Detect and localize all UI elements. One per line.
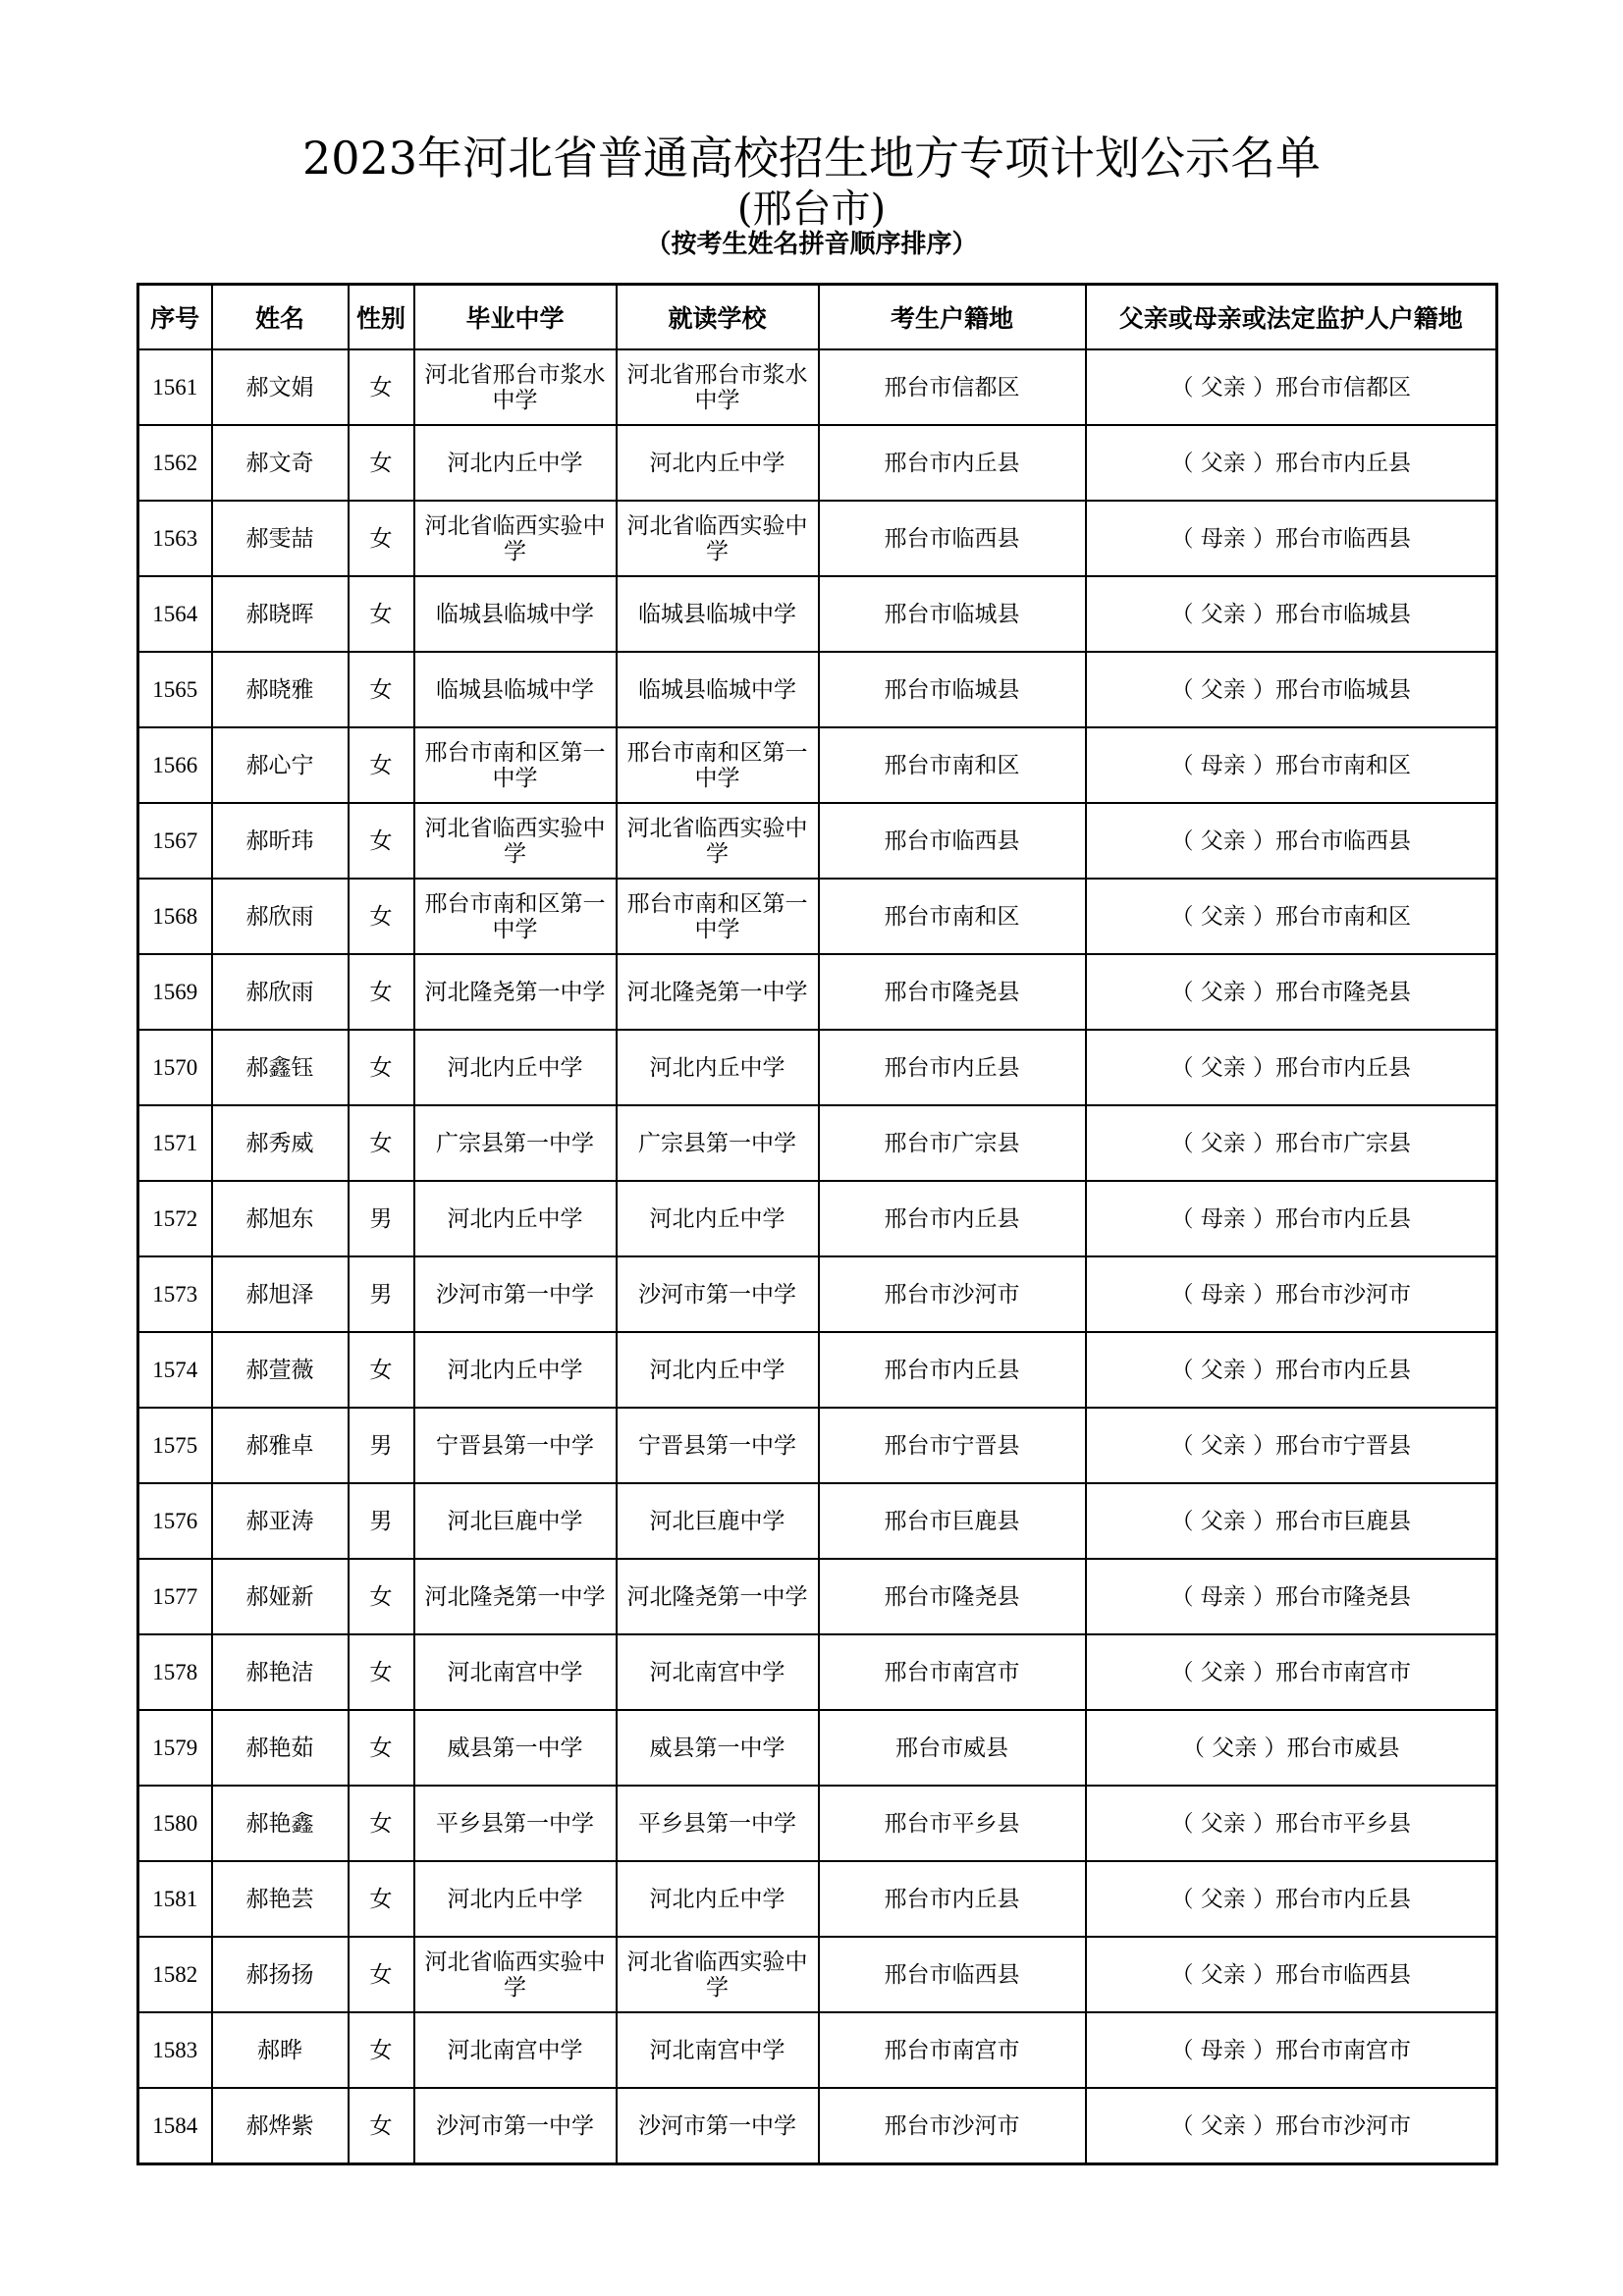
cell-name: 郝艳茹: [212, 1710, 349, 1786]
cell-seq: 1567: [138, 803, 212, 879]
cell-gender: 女: [349, 576, 414, 652]
cell-guardian-residence: （ 父亲 ）邢台市临西县: [1086, 803, 1497, 879]
table-row: [138, 803, 1497, 879]
roster-table: [136, 283, 1498, 2165]
cell-seq: 1572: [138, 1181, 212, 1256]
cell-student-residence: 邢台市威县: [819, 1710, 1086, 1786]
cell-seq: 1562: [138, 425, 212, 501]
cell-guardian-residence: （ 父亲 ）邢台市南宫市: [1086, 1634, 1497, 1710]
cell-graduated-school: 河北省临西实验中学: [414, 501, 617, 576]
cell-seq: 1566: [138, 727, 212, 803]
cell-name: 郝娅新: [212, 1559, 349, 1634]
cell-graduated-school: 河北内丘中学: [414, 1181, 617, 1256]
cell-current-school: 邢台市南和区第一中学: [617, 727, 819, 803]
sort-note: （按考生姓名拼音顺序排序）: [645, 230, 978, 259]
cell-gender: 女: [349, 1559, 414, 1634]
cell-gender: 女: [349, 1634, 414, 1710]
table-row: [138, 2088, 1497, 2164]
cell-seq: 1564: [138, 576, 212, 652]
cell-seq: 1570: [138, 1030, 212, 1105]
table-row: [138, 652, 1497, 727]
cell-student-residence: 邢台市信都区: [819, 349, 1086, 425]
cell-student-residence: 邢台市临西县: [819, 501, 1086, 576]
cell-guardian-residence: （ 父亲 ）邢台市内丘县: [1086, 1332, 1497, 1408]
cell-graduated-school: 邢台市南和区第一中学: [414, 879, 617, 954]
table-row: [138, 1937, 1497, 2012]
cell-graduated-school: 河北巨鹿中学: [414, 1483, 617, 1559]
cell-student-residence: 邢台市平乡县: [819, 1786, 1086, 1861]
cell-name: 郝文娟: [212, 349, 349, 425]
cell-guardian-residence: （ 父亲 ）邢台市南和区: [1086, 879, 1497, 954]
cell-gender: 男: [349, 1483, 414, 1559]
cell-current-school: 河北省临西实验中学: [617, 501, 819, 576]
cell-current-school: 河北内丘中学: [617, 1030, 819, 1105]
cell-name: 郝艳鑫: [212, 1786, 349, 1861]
cell-current-school: 河北南宫中学: [617, 1634, 819, 1710]
cell-gender: 女: [349, 803, 414, 879]
cell-name: 郝艳芸: [212, 1861, 349, 1937]
cell-guardian-residence: （ 母亲 ）邢台市南和区: [1086, 727, 1497, 803]
cell-name: 郝扬扬: [212, 1937, 349, 2012]
cell-graduated-school: 河北省邢台市浆水中学: [414, 349, 617, 425]
cell-name: 郝萱薇: [212, 1332, 349, 1408]
cell-gender: 女: [349, 1332, 414, 1408]
cell-guardian-residence: （ 父亲 ）邢台市广宗县: [1086, 1105, 1497, 1181]
cell-name: 郝雯喆: [212, 501, 349, 576]
cell-guardian-residence: （ 父亲 ）邢台市隆尧县: [1086, 954, 1497, 1030]
cell-student-residence: 邢台市广宗县: [819, 1105, 1086, 1181]
cell-graduated-school: 沙河市第一中学: [414, 2088, 617, 2164]
table-row: [138, 1105, 1497, 1181]
table-row: [138, 1332, 1497, 1408]
cell-guardian-residence: （ 父亲 ）邢台市内丘县: [1086, 425, 1497, 501]
cell-seq: 1568: [138, 879, 212, 954]
header-name: 姓名: [212, 285, 349, 350]
cell-guardian-residence: （ 父亲 ）邢台市临城县: [1086, 652, 1497, 727]
cell-seq: 1561: [138, 349, 212, 425]
cell-gender: 女: [349, 1710, 414, 1786]
page-subtitle: (邢台市): [736, 187, 887, 232]
table-row: [138, 1483, 1497, 1559]
header-seq: 序号: [138, 285, 212, 350]
cell-guardian-residence: （ 母亲 ）邢台市沙河市: [1086, 1256, 1497, 1332]
cell-seq: 1584: [138, 2088, 212, 2164]
cell-seq: 1579: [138, 1710, 212, 1786]
cell-graduated-school: 临城县临城中学: [414, 576, 617, 652]
cell-student-residence: 邢台市临城县: [819, 576, 1086, 652]
cell-student-residence: 邢台市南宫市: [819, 2012, 1086, 2088]
cell-current-school: 邢台市南和区第一中学: [617, 879, 819, 954]
table-row: [138, 1030, 1497, 1105]
cell-guardian-residence: （ 父亲 ）邢台市平乡县: [1086, 1786, 1497, 1861]
cell-student-residence: 邢台市隆尧县: [819, 1559, 1086, 1634]
cell-gender: 女: [349, 425, 414, 501]
cell-current-school: 平乡县第一中学: [617, 1786, 819, 1861]
cell-guardian-residence: （ 母亲 ）邢台市内丘县: [1086, 1181, 1497, 1256]
cell-gender: 女: [349, 1786, 414, 1861]
cell-current-school: 河北内丘中学: [617, 1332, 819, 1408]
cell-guardian-residence: （ 父亲 ）邢台市巨鹿县: [1086, 1483, 1497, 1559]
header-student-residence: 考生户籍地: [819, 285, 1086, 350]
table-row: [138, 954, 1497, 1030]
header-current-school: 就读学校: [617, 285, 819, 350]
table-row: [138, 1786, 1497, 1861]
cell-current-school: 临城县临城中学: [617, 576, 819, 652]
cell-graduated-school: 河北南宫中学: [414, 1634, 617, 1710]
cell-graduated-school: 广宗县第一中学: [414, 1105, 617, 1181]
cell-gender: 女: [349, 2012, 414, 2088]
cell-seq: 1578: [138, 1634, 212, 1710]
cell-name: 郝烨紫: [212, 2088, 349, 2164]
cell-current-school: 河北内丘中学: [617, 1181, 819, 1256]
cell-name: 郝文奇: [212, 425, 349, 501]
cell-seq: 1583: [138, 2012, 212, 2088]
cell-name: 郝旭东: [212, 1181, 349, 1256]
cell-current-school: 河北南宫中学: [617, 2012, 819, 2088]
table-row: [138, 576, 1497, 652]
cell-current-school: 广宗县第一中学: [617, 1105, 819, 1181]
cell-name: 郝欣雨: [212, 879, 349, 954]
cell-seq: 1575: [138, 1408, 212, 1483]
cell-seq: 1576: [138, 1483, 212, 1559]
table-row: [138, 727, 1497, 803]
cell-gender: 男: [349, 1181, 414, 1256]
cell-name: 郝欣雨: [212, 954, 349, 1030]
cell-current-school: 河北巨鹿中学: [617, 1483, 819, 1559]
cell-student-residence: 邢台市临城县: [819, 652, 1086, 727]
cell-gender: 女: [349, 349, 414, 425]
cell-gender: 女: [349, 1105, 414, 1181]
cell-seq: 1577: [138, 1559, 212, 1634]
table-row: [138, 1634, 1497, 1710]
cell-name: 郝晓晖: [212, 576, 349, 652]
cell-gender: 女: [349, 1030, 414, 1105]
cell-guardian-residence: （ 父亲 ）邢台市信都区: [1086, 349, 1497, 425]
table-row: [138, 1710, 1497, 1786]
cell-seq: 1563: [138, 501, 212, 576]
cell-seq: 1565: [138, 652, 212, 727]
cell-guardian-residence: （ 父亲 ）邢台市临西县: [1086, 1937, 1497, 2012]
table-row: [138, 501, 1497, 576]
cell-student-residence: 邢台市南宫市: [819, 1634, 1086, 1710]
table-row: [138, 2012, 1497, 2088]
cell-gender: 女: [349, 879, 414, 954]
cell-guardian-residence: （ 母亲 ）邢台市南宫市: [1086, 2012, 1497, 2088]
cell-guardian-residence: （ 父亲 ）邢台市威县: [1086, 1710, 1497, 1786]
cell-current-school: 威县第一中学: [617, 1710, 819, 1786]
cell-guardian-residence: （ 父亲 ）邢台市临城县: [1086, 576, 1497, 652]
cell-gender: 女: [349, 2088, 414, 2164]
cell-graduated-school: 沙河市第一中学: [414, 1256, 617, 1332]
cell-graduated-school: 河北南宫中学: [414, 2012, 617, 2088]
cell-gender: 女: [349, 727, 414, 803]
cell-name: 郝秀威: [212, 1105, 349, 1181]
cell-graduated-school: 邢台市南和区第一中学: [414, 727, 617, 803]
cell-student-residence: 邢台市临西县: [819, 1937, 1086, 2012]
cell-student-residence: 邢台市临西县: [819, 803, 1086, 879]
cell-graduated-school: 河北省临西实验中学: [414, 1937, 617, 2012]
cell-student-residence: 邢台市沙河市: [819, 2088, 1086, 2164]
cell-current-school: 河北隆尧第一中学: [617, 954, 819, 1030]
cell-graduated-school: 平乡县第一中学: [414, 1786, 617, 1861]
cell-gender: 女: [349, 1861, 414, 1937]
cell-current-school: 沙河市第一中学: [617, 2088, 819, 2164]
cell-student-residence: 邢台市南和区: [819, 879, 1086, 954]
cell-student-residence: 邢台市内丘县: [819, 1861, 1086, 1937]
table-row: [138, 1559, 1497, 1634]
cell-student-residence: 邢台市南和区: [819, 727, 1086, 803]
cell-name: 郝昕玮: [212, 803, 349, 879]
cell-student-residence: 邢台市内丘县: [819, 1332, 1086, 1408]
cell-guardian-residence: （ 父亲 ）邢台市沙河市: [1086, 2088, 1497, 2164]
cell-guardian-residence: （ 母亲 ）邢台市临西县: [1086, 501, 1497, 576]
cell-name: 郝旭泽: [212, 1256, 349, 1332]
cell-current-school: 沙河市第一中学: [617, 1256, 819, 1332]
table-row: [138, 425, 1497, 501]
cell-graduated-school: 河北省临西实验中学: [414, 803, 617, 879]
cell-name: 郝心宁: [212, 727, 349, 803]
cell-gender: 女: [349, 501, 414, 576]
cell-current-school: 河北省临西实验中学: [617, 803, 819, 879]
cell-seq: 1574: [138, 1332, 212, 1408]
cell-name: 郝晔: [212, 2012, 349, 2088]
cell-seq: 1569: [138, 954, 212, 1030]
cell-name: 郝亚涛: [212, 1483, 349, 1559]
cell-student-residence: 邢台市内丘县: [819, 1181, 1086, 1256]
cell-current-school: 河北省临西实验中学: [617, 1937, 819, 2012]
cell-guardian-residence: （ 母亲 ）邢台市隆尧县: [1086, 1559, 1497, 1634]
table-row: [138, 1256, 1497, 1332]
cell-guardian-residence: （ 父亲 ）邢台市宁晋县: [1086, 1408, 1497, 1483]
table-row: [138, 349, 1497, 425]
cell-gender: 男: [349, 1256, 414, 1332]
page-title: 2023年河北省普通高校招生地方专项计划公示名单: [301, 132, 1322, 185]
table-row: [138, 1861, 1497, 1937]
cell-name: 郝鑫钰: [212, 1030, 349, 1105]
cell-seq: 1580: [138, 1786, 212, 1861]
cell-gender: 女: [349, 954, 414, 1030]
cell-graduated-school: 河北内丘中学: [414, 1332, 617, 1408]
table-header-row: [138, 285, 1497, 350]
cell-seq: 1571: [138, 1105, 212, 1181]
cell-current-school: 河北内丘中学: [617, 1861, 819, 1937]
header-guardian-residence: 父亲或母亲或法定监护人户籍地: [1086, 285, 1497, 350]
cell-current-school: 河北内丘中学: [617, 425, 819, 501]
cell-name: 郝艳洁: [212, 1634, 349, 1710]
cell-name: 郝雅卓: [212, 1408, 349, 1483]
cell-graduated-school: 河北内丘中学: [414, 1030, 617, 1105]
cell-name: 郝晓雅: [212, 652, 349, 727]
cell-student-residence: 邢台市内丘县: [819, 1030, 1086, 1105]
cell-student-residence: 邢台市巨鹿县: [819, 1483, 1086, 1559]
cell-gender: 男: [349, 1408, 414, 1483]
cell-graduated-school: 威县第一中学: [414, 1710, 617, 1786]
table-row: [138, 1408, 1497, 1483]
header-gender: 性别: [349, 285, 414, 350]
cell-graduated-school: 河北内丘中学: [414, 1861, 617, 1937]
cell-guardian-residence: （ 父亲 ）邢台市内丘县: [1086, 1861, 1497, 1937]
header-graduated-school: 毕业中学: [414, 285, 617, 350]
cell-student-residence: 邢台市沙河市: [819, 1256, 1086, 1332]
cell-graduated-school: 河北隆尧第一中学: [414, 1559, 617, 1634]
cell-graduated-school: 宁晋县第一中学: [414, 1408, 617, 1483]
cell-current-school: 河北省邢台市浆水中学: [617, 349, 819, 425]
cell-graduated-school: 河北内丘中学: [414, 425, 617, 501]
cell-seq: 1573: [138, 1256, 212, 1332]
cell-graduated-school: 临城县临城中学: [414, 652, 617, 727]
cell-seq: 1582: [138, 1937, 212, 2012]
cell-gender: 女: [349, 1937, 414, 2012]
cell-guardian-residence: （ 父亲 ）邢台市内丘县: [1086, 1030, 1497, 1105]
cell-current-school: 宁晋县第一中学: [617, 1408, 819, 1483]
cell-student-residence: 邢台市宁晋县: [819, 1408, 1086, 1483]
cell-seq: 1581: [138, 1861, 212, 1937]
cell-gender: 女: [349, 652, 414, 727]
cell-student-residence: 邢台市隆尧县: [819, 954, 1086, 1030]
cell-current-school: 河北隆尧第一中学: [617, 1559, 819, 1634]
table-row: [138, 1181, 1497, 1256]
cell-graduated-school: 河北隆尧第一中学: [414, 954, 617, 1030]
cell-student-residence: 邢台市内丘县: [819, 425, 1086, 501]
table-row: [138, 879, 1497, 954]
cell-current-school: 临城县临城中学: [617, 652, 819, 727]
